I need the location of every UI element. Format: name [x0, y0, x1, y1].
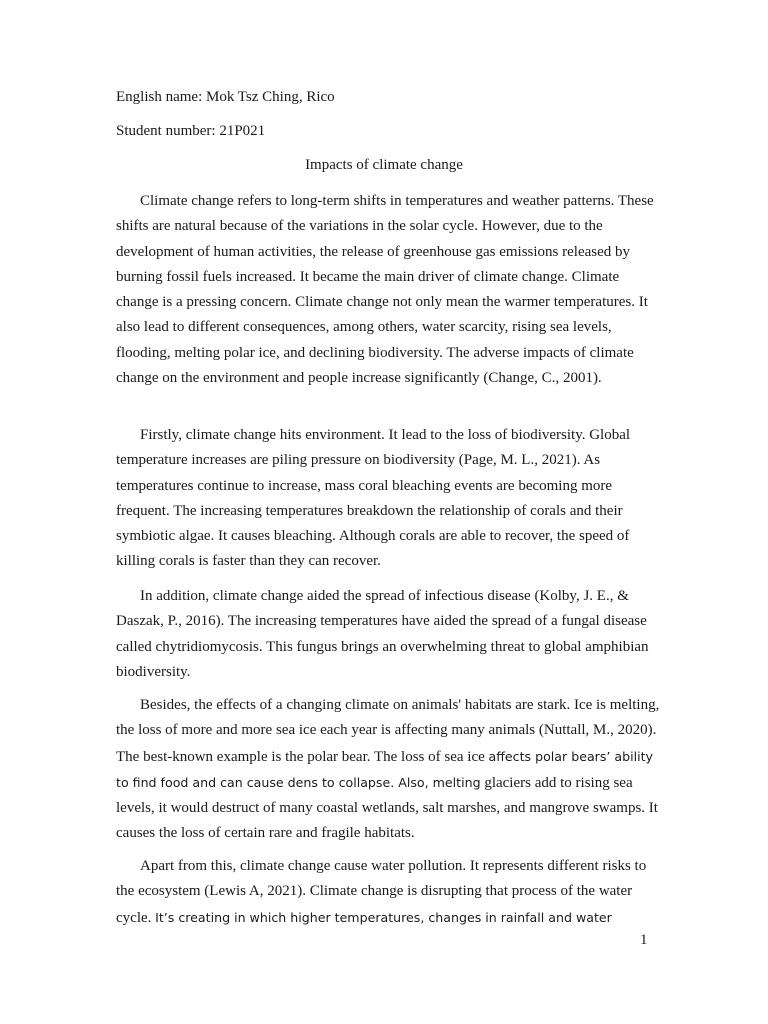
document-title: Impacts of climate change [305, 157, 463, 173]
student-number-line: Student number: 21P021 [116, 123, 266, 139]
paragraph-water-pollution [116, 854, 661, 931]
paragraph-infectious-disease: In addition, climate change aided the spread of infectious disease (Kolby, J. E., & Daszak, P., 2016). The increasing temperatures have aided the spread of a fungal disease called chytridiomycosis. This fungus brings an overwhelming threat to global amphibian biodiversity. [116, 588, 649, 680]
paragraph-intro: Climate change refers to long-term shifts in temperatures and weather patterns. These shifts are natural because of the variations in the solar cycle. However, due to the development of human activities, the release of greenhouse gas emissions released by burning fossil fuels increased. It became the main driver of climate change. Climate change is a pressing concern. Climate change not only mean the warmer temperatures. It also lead to different consequences, among others, water scarcity, rising sea levels, flooding, melting polar ice, and declining biodiversity. The adverse impacts of climate change on the environment and people increase significantly (Change, C., 2001). [116, 193, 654, 387]
paragraph-habitats-part2: affects polar bears’ ability to find food and can cause dens to collapse. Also, melting [116, 748, 654, 790]
paragraph-habitats-part1: Besides, the effects of a changing climate on animals' habitats are stark. Ice is melting, the loss of more and more sea ice each year is affecting many animals (Nuttall, M., 2020). The best-known example is the polar bear. The loss of sea ice [116, 697, 660, 765]
paragraph-biodiversity: Firstly, climate change hits environment. It lead to the loss of biodiversity. Global temperature increases are piling pressure on biodiversity (Page, M. L., 2021). As temperatures continue to increase, mass coral bleaching events are becoming more frequent. The increasing temperatures breakdown the relationship of corals and their symbiotic algae. It causes bleaching. Although corals are able to recover, the speed of killing corals is faster than they can recover. [116, 427, 631, 570]
paragraph-habitats-part3: glaciers add to rising sea levels, it would destruct of many coastal wetlands, salt marshes, and mangrove swamps. It causes the loss of certain rare and fragile habitats. [116, 774, 658, 842]
paragraph-water-pollution-part1: Apart from this, climate change cause water pollution. It represents different risks to the ecosystem (Lewis A, 2021). Climate change is disrupting that process of the water cycle. [116, 858, 647, 926]
paragraph-habitats [116, 693, 661, 847]
english-name-line: English name: Mok Tsz Ching, Rico [116, 89, 335, 105]
paragraph-water-pollution-part2: It’s creating in which higher temperatures, changes in rainfall and water [155, 909, 612, 925]
page-number: 1 [640, 932, 648, 948]
